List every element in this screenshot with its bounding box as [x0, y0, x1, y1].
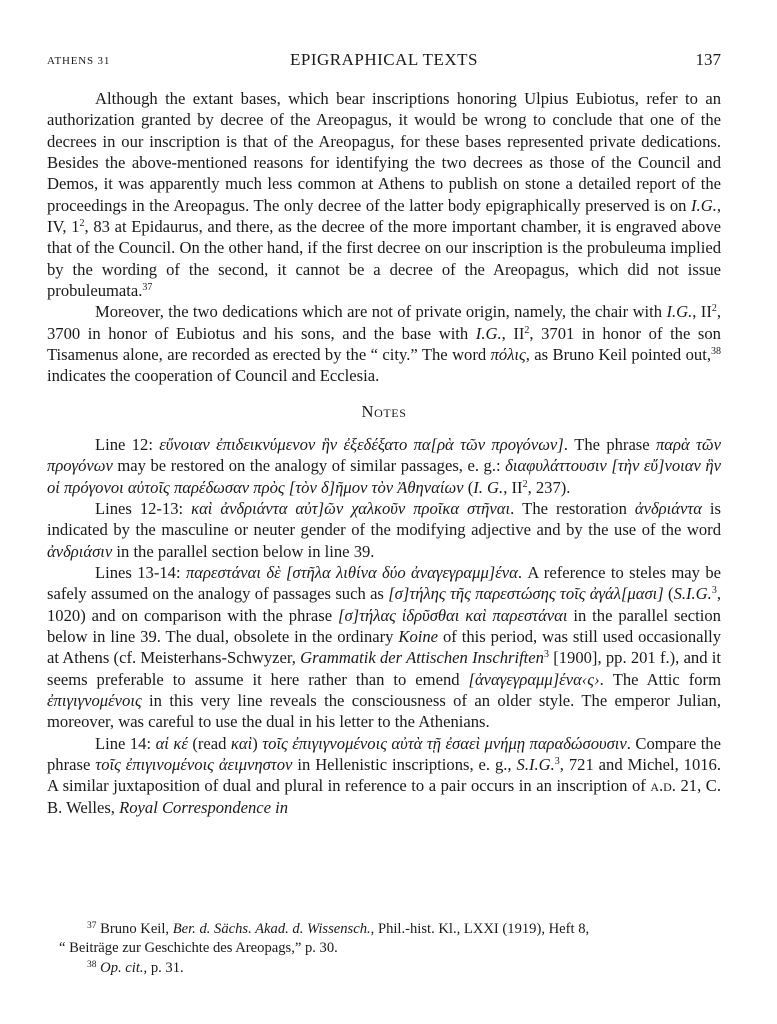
body-text: [47, 88, 721, 818]
note-line-12: [47, 434, 721, 498]
note-lines-12-13: [47, 498, 721, 562]
superscript: 3: [543, 649, 549, 661]
greek-text: [σ]τήλης τῆς παρεστώσης τοῖς ἀγάλ[μασι]: [388, 584, 664, 604]
running-head: [47, 50, 721, 72]
note-line-14: [47, 733, 721, 818]
footnote-38: [47, 959, 721, 978]
greek-text: [ἀναγεγραμμ]ένα‹ς›: [468, 669, 600, 689]
notes-heading: Notes: [361, 401, 407, 421]
superscript: 2: [524, 324, 530, 336]
footnote-mark: 38: [87, 959, 97, 970]
citation-ig: I.G.: [691, 195, 717, 215]
text-run: , Phil.-hist. Kl., LXXI (1919), Heft 8,: [370, 921, 590, 937]
greek-text: εὔνοιαν ἐπιδεικνύμενον ἣν ἐξεδέξατο πα[ρὰ τῶν προγόνων]: [159, 434, 564, 454]
superscript: 2: [522, 478, 528, 490]
text-run: , 237).: [527, 477, 571, 497]
superscript: 2: [79, 218, 85, 230]
note-label: Lines 12-13:: [95, 498, 192, 518]
footnotes: [47, 920, 721, 978]
text-run: indicates the cooperation of Council and Ecclesia.: [47, 366, 380, 386]
footnote-ref-37: 37: [142, 282, 153, 294]
greek-text: παρὰ τῶν προγόνων: [47, 434, 721, 476]
text-run: may be restored on the analogy of similar passages, e. g.:: [112, 456, 506, 476]
superscript: 3: [711, 585, 717, 597]
citation-ig: I. G.: [473, 477, 504, 497]
footnote-37: [47, 920, 721, 939]
citation-sig: S.I.G.: [516, 754, 555, 774]
citation-ig: I.G.: [475, 323, 502, 343]
greek-text: ἀνδριάντα: [634, 498, 702, 518]
text-run: , 1020) and on comparison with the phrase: [47, 584, 721, 625]
text-run: . The phrase: [563, 434, 656, 454]
text-run: ): [252, 733, 263, 753]
text-run: in Hellenistic inscriptions, e. g.,: [292, 754, 517, 774]
italic-term: Koine: [398, 626, 439, 646]
text-run: , 3701 in honor of the son Tisamenus alone, are recorded as erected by the “ city.” The word: [47, 323, 721, 365]
text-run: is indicated by the masculine or neuter gender of the modifying adjective and by the use of the word: [47, 498, 721, 540]
footnote-ref-38: 38: [710, 346, 721, 358]
text-run: , 721 and Michel, 1016. A similar juxtaposition of dual and plural in reference to a pair occurs in an inscription of: [47, 754, 721, 796]
greek-text: ἐπιγιγνομένοις: [47, 690, 142, 710]
op-cit: Op. cit.: [100, 959, 144, 976]
note-label: Lines 13-14:: [95, 562, 186, 582]
text-run: , 3700 in honor of Eubiotus and his sons, and the base with: [47, 302, 721, 343]
greek-text: ἀνδριάσιν: [47, 541, 113, 561]
text-run: , II: [501, 323, 525, 343]
text-run: , 83 at Epidaurus, and there, as the decree of the more important chamber, it is engraved above that of the Council. On the other hand, if the first decree on our inscription is the probuleuma implied by the wording of the second, it cannot be a decree of the Areopagus, which did not issue probuleumata.: [47, 217, 722, 301]
greek-text: [σ]τήλας ἱδρῦσθαι καὶ παρεστάναι: [338, 605, 568, 625]
journal-title: Ber. d. Sächs. Akad. d. Wissensch.: [172, 921, 371, 937]
greek-word: πόλις: [490, 345, 526, 365]
greek-text: καὶ: [230, 733, 253, 753]
text-run: , II: [503, 477, 523, 497]
era-abbrev: a.d.: [650, 776, 676, 796]
running-head-title: EPIGRAPHICAL TEXTS: [290, 50, 478, 69]
text-run: (read: [187, 733, 231, 753]
citation-ig: I.G.: [666, 302, 693, 322]
text-run: Moreover, the two dedications which are not of private origin, namely, the chair with: [95, 302, 667, 322]
page-number: 137: [695, 50, 721, 69]
text-run: in this very line reveals the consciousness of an older style. The emperor Julian, moreover, was careful to use the dual in his letter to the Athenians.: [47, 690, 721, 732]
greek-text: διαφυλάττουσιν [τὴν εὔ]νοιαν ἣν οἱ πρόγονοι αὐτοῖς παρέδωσαν πρὸς [τὸν δ]ῆμον τὸν Ἀθηναίων: [47, 456, 721, 497]
superscript: 3: [554, 755, 560, 767]
text-run: . A reference to steles may be safely assumed on the analogy of passages such as: [47, 562, 721, 604]
text-run: in the parallel section below in line 39. The dual, obsolete in the ordinary: [47, 605, 721, 646]
text-run: Although the extant bases, which bear inscriptions honoring Ulpius Eubiotus, refer to an authorization granted by decree of the Areopagus, it would be wrong to conclude that one of the decrees in our inscription is that of the Areopagus, for these bases represented private dedications. Besides the above-mentioned reasons for identifying the two decrees as those of the Council and Demos, it was apparently much less common at Athens to publish on stone a detailed report of the proceedings in the Areopagus. The only decree of the latter body epigraphically preserved is on: [47, 89, 721, 215]
footnote-37-continued: [47, 939, 721, 958]
text-run: . Compare the phrase: [47, 733, 721, 774]
text-run: (: [663, 584, 674, 604]
footnote-mark: 37: [87, 921, 97, 931]
greek-text: παρεστάναι δὲ [στῆλα λιθίνα δύο ἀναγεγραμμ]ένα: [185, 562, 518, 582]
text-run: [1900], pp. 201 f.), and it seems preferable to assume it here rather than to emend: [47, 648, 721, 689]
citation-sig: S.I.G.: [673, 584, 712, 604]
greek-text: τοῖς ἐπιγιγνομένοις αὐτὰ τῇ ἐσαεὶ μνήμῃ παραδώσουσιν: [262, 733, 627, 753]
note-label: Line 12:: [95, 434, 160, 454]
text-run: , p. 31.: [143, 959, 184, 976]
text-run: “ Beiträge zur Geschichte des Areopags,” p. 30.: [59, 940, 338, 957]
greek-text: αἱ κέ: [155, 733, 188, 753]
book-title: Grammatik der Attischen Inschriften: [300, 648, 544, 668]
text-run: 21, C. B. Welles,: [47, 776, 721, 817]
greek-text: τοῖς ἐπιγινομένοις ἀειμνηστον: [95, 754, 293, 774]
text-run: in the parallel section below in line 39.: [112, 541, 375, 561]
running-head-left: ATHENS 31: [47, 55, 111, 67]
text-run: . The Attic form: [599, 669, 721, 689]
text-run: . The restoration: [510, 498, 635, 518]
text-run: of this period, was still used occasionally at Athens (cf. Meisterhans-Schwyzer,: [47, 626, 721, 668]
paragraph-2: [47, 301, 721, 386]
note-lines-13-14: [47, 562, 721, 733]
greek-text: καὶ ἀνδριάντα αὐτ]ῶν χαλκοῦν προῖκα στῆναι: [191, 498, 511, 518]
paragraph-1: [47, 88, 721, 301]
text-run: , as Bruno Keil pointed out,: [525, 345, 711, 365]
text-run: (: [463, 477, 474, 497]
book-title: Royal Correspondence in: [119, 797, 289, 817]
text-run: , II: [692, 302, 712, 322]
text-run: Bruno Keil,: [96, 921, 173, 937]
text-run: , IV, 1: [47, 195, 721, 237]
note-label: Line 14:: [95, 733, 156, 753]
superscript: 2: [711, 303, 717, 315]
